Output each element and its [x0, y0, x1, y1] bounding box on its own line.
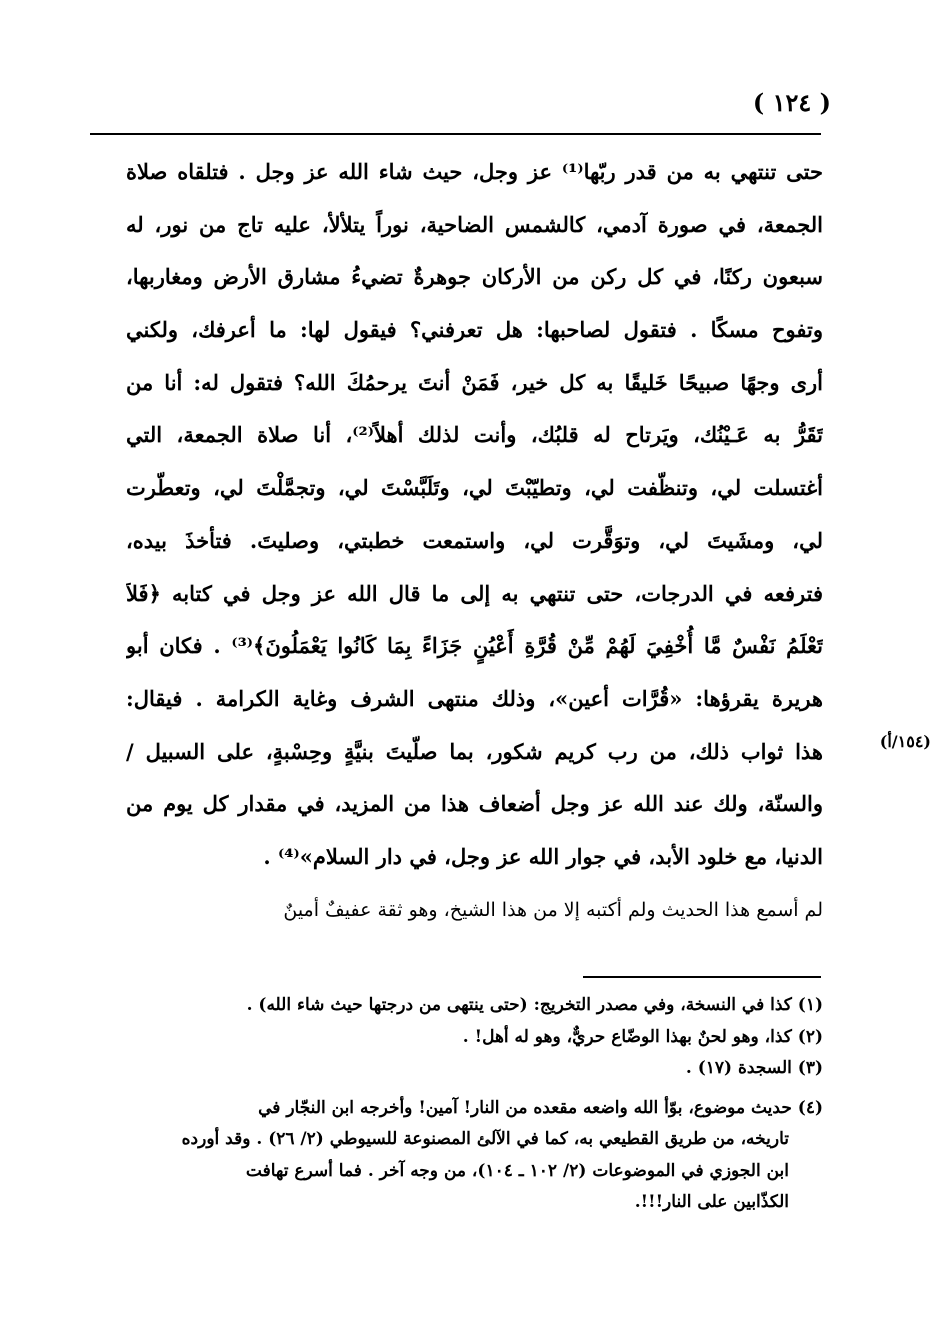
footnote-2: [126, 1022, 823, 1054]
footnote-line: (٢) كذا، وهو لحنٌ بهذا الوضّاع حريٌّ، وهو له أهل! .: [462, 1026, 823, 1047]
main-text-line: هذا ثواب ذلك، من رب كريم شكور، بما صلّيتَ بنيَّةٍ وحِسْبةٍ، على السبيل /: [126, 738, 823, 764]
main-text: [126, 146, 823, 884]
manuscript-folio-note: (١٥٤/أ): [879, 732, 931, 751]
main-text-line: والسنّة، ولك عند الله عز وجل أضعاف هذا من المزيد، في مقدار كل يوم من: [126, 791, 823, 817]
main-text-line: أرى وجهًا صبيحًا خَليقًا به كل خير، فَمَنْ أنتَ يرحمُكَ الله؟ فتقول له: أنا من: [126, 369, 823, 395]
footnote-1: [126, 990, 823, 1022]
main-text-line: وتفوح مسكًا . فتقول لصاحبها: هل تعرفني؟ فيقول لها: ما أعرفك، ولكني: [126, 317, 823, 343]
main-text-line: حتى تنتهي به من قدر ربّها⁽¹⁾ عز وجل، حيث شاء الله عز وجل . فتلقاه صلاة: [126, 159, 823, 184]
footnotes: [126, 990, 823, 1219]
main-text-line: لي، ومشَيتَ لي، وتوَقَّرت لي، واستمعت خطبتي، وصليتَ. فتأخذَ بيده،: [126, 527, 823, 553]
main-text-line: هريرة يقرؤها: «قُرَّات أعين»، وذلك منتهى الشرف وغاية الكرامة . فيقال:: [126, 685, 823, 711]
footnote-3: [126, 1053, 823, 1085]
footnote-4: [126, 1093, 823, 1219]
main-text-line: فترفعه في الدرجات، حتى تنتهي به إلى ما قال الله عز وجل في كتابه ﴿فَلاَ: [126, 580, 823, 606]
main-text-line: الدنيا، مع خلود الأبد، في جوار الله عز وجل، في دار السلام»⁽⁴⁾ .: [263, 843, 823, 869]
footnote-line: (٤) حديث موضوع، بوّأ الله واضعه مقعده من النار! آمين! وأخرجه ابن النجّار في: [258, 1097, 823, 1118]
main-text-line: تَقَرُّ به عَـيْنُك، ويَرتاح له قلبُك، وأنت لذلك أهلاً⁽²⁾، أنا صلاة الجمعة، التي: [126, 422, 823, 448]
main-text-line: الجمعة، في صورة آدمي، كالشمس الضاحية، نوراً يتلألأ، عليه تاج من نور، له: [126, 211, 823, 237]
header-rule: [90, 133, 821, 135]
footnote-line: (١) كذا في النسخة، وفي مصدر التخريج: (حتى ينتهى من درجتها حيث شاء الله) .: [246, 995, 823, 1015]
page-number: ( ١٢٤ ): [752, 88, 831, 117]
footnote-line: ابن الجوزي في الموضوعات (٢/ ١٠٢ ـ ١٠٤)، من وجه آخر . فما أسرع تهافت: [245, 1160, 789, 1181]
main-text-line: سبعون ركنًا، في كل ركن من الأركان جوهرةٌ تضيءُ مشارق الأرض ومغاربها،: [126, 264, 823, 290]
footnote-line: (٣) السجدة (١٧) .: [685, 1058, 823, 1078]
footnote-line: الكذّابين على النار!!!.: [634, 1192, 789, 1212]
main-text-line: أغتسلت لي، وتنظّفت لي، وتطيّبْتَ لي، وتَلَبَّسْتَ لي، وتجمَّلْتَ لي، وتعطّرت: [126, 475, 823, 501]
footnote-line: تاريخه، من طريق القطيعي به، كما في الآلئ المصنوعة للسيوطي (٢/ ٢٦) . وقد أورده: [181, 1129, 789, 1149]
narrator-note: لم أسمع هذا الحديث ولم أكتبه إلا من هذا الشيخ، وهو ثقة عفيفٌ أمينٌ: [283, 899, 823, 921]
main-text-line: تَعْلَمُ نَفْسٌ مَّا أُخْفِيَ لَهُمْ مِّنْ قُرَّةِ أَعْيُنٍ جَزَاءً بِمَا كَانُوا يَعْمَلُونَ﴾⁽³⁾ . فكان أبو: [126, 633, 823, 659]
footnote-rule: [583, 976, 821, 978]
